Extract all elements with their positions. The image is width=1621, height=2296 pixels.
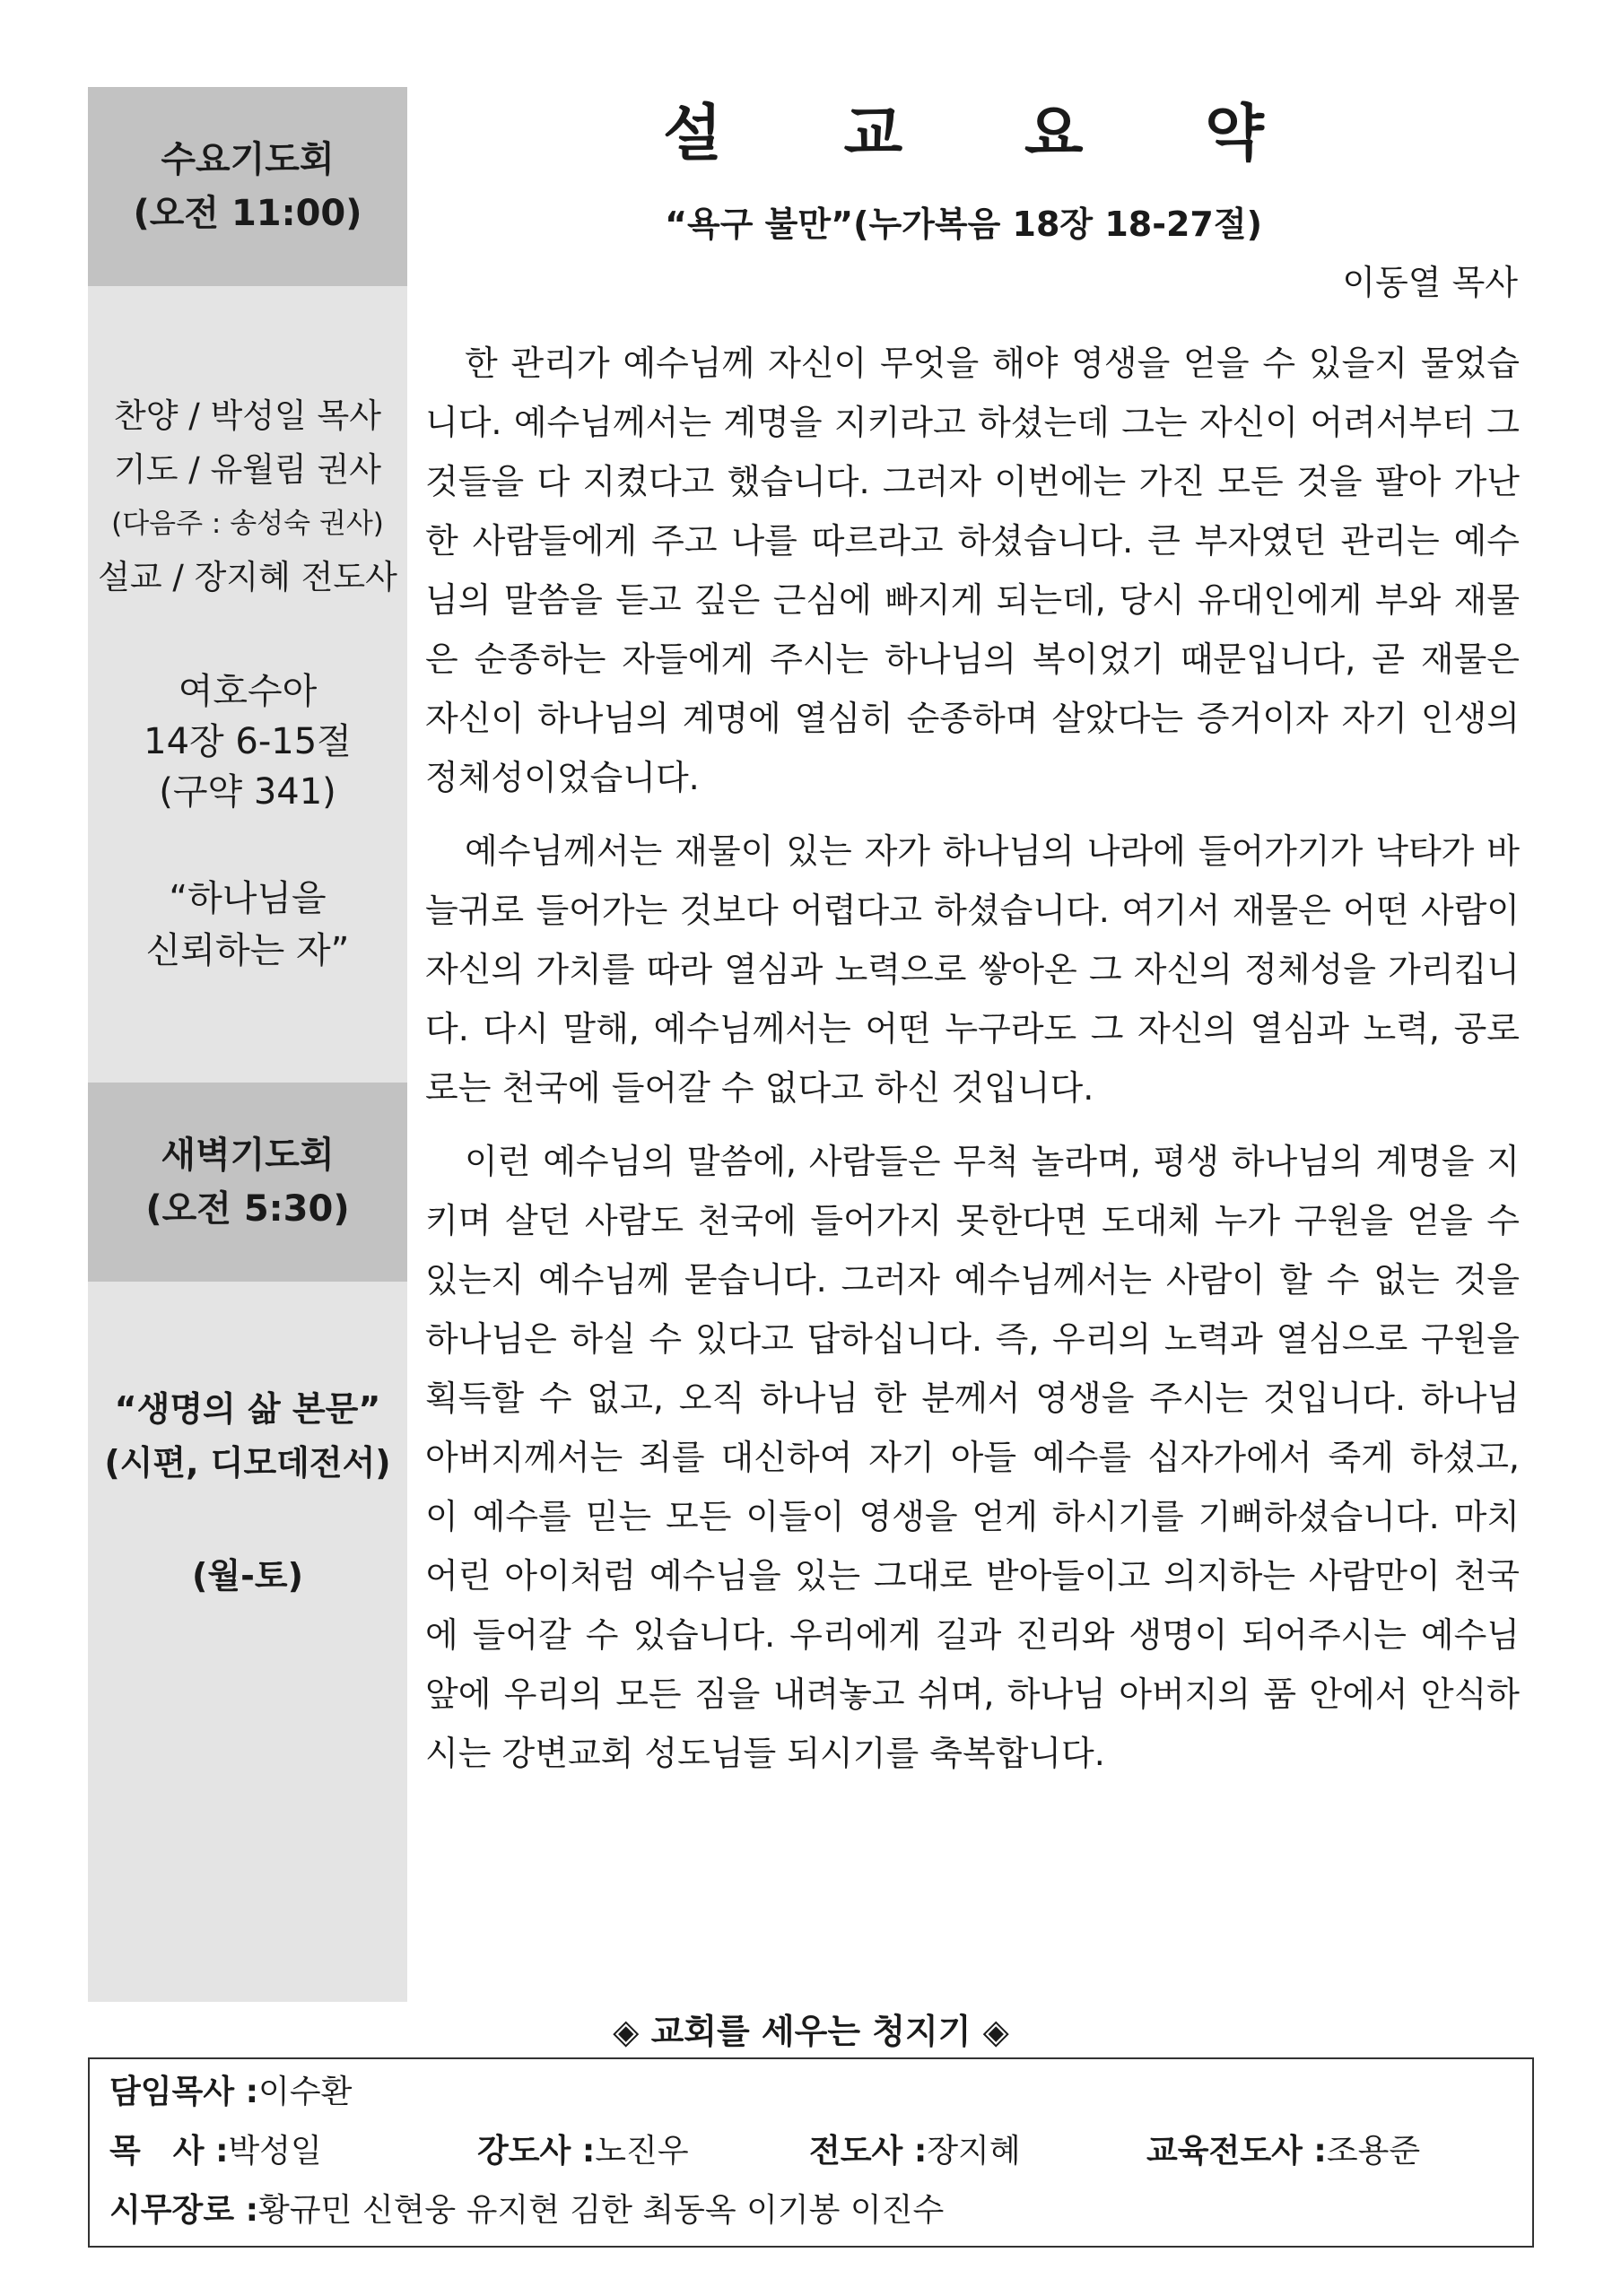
scripture-page: (구약 341) bbox=[159, 771, 336, 813]
scripture-verses: 14장 6-15절 bbox=[144, 721, 352, 762]
edu-evangelist-cell bbox=[1146, 2124, 1420, 2179]
sermon-paragraph: 이런 예수님의 말씀에, 사람들은 무척 놀라며, 평생 하나님의 계명을 지키며 살던 사람도 천국에 들어가지 못한다면 도대체 누가 구원을 얻을 수 있는지 예수님께 묻습니다. 그러자 예수님께서는 사람이 할 수 없는 것을 하나님은 하실 수 있다고 답하십니다. 즉, 우리의 노력과 열심으로 구원을 획득할 수 없고, 오직 하나님 한 분께서 영생을 주시는 것입니다. 하나님 아버지께서는 죄를 대신하여 자기 아들 예수를 십자가에서 죽게 하셨고, 이 예수를 믿는 모든 이들이 영생을 얻게 하시기를 기뻐하셨습니다. 마치 어린 아이처럼 예수님을 있는 그대로 받아들이고 의지하는 사람만이 천국에 들어갈 수 있습니다. 우리에게 길과 진리와 생명이 되어주시는 예수님 앞에 우리의 모든 짐을 내려놓고 쉬며, 하나님 아버지의 품 안에서 안식하시는 강변교회 성도님들 되시기를 축복합니다. bbox=[425, 1142, 1520, 1773]
staff-row-elders bbox=[109, 2183, 944, 2239]
lecturer-cell bbox=[477, 2124, 689, 2179]
service-roles bbox=[88, 389, 407, 604]
role-next-prayer: (다음주 : 송성숙 권사) bbox=[111, 508, 384, 540]
evangelist-cell bbox=[809, 2124, 1021, 2179]
scripture-book: 여호수아 bbox=[178, 671, 318, 712]
elders-label: 시무장로 : bbox=[109, 2192, 259, 2229]
life-text-line-1: “생명의 삶 본문” bbox=[114, 1389, 381, 1429]
lecturer-label: 강도사 : bbox=[477, 2133, 596, 2170]
role-praise: 찬양 / 박성일 목사 bbox=[114, 396, 381, 435]
lecturer-name: 노진우 bbox=[595, 2133, 689, 2170]
sermon-paragraph: 예수님께서는 재물이 있는 자가 하나님의 나라에 들어가기가 낙타가 바늘귀로 들어가는 것보다 어렵다고 하셨습니다. 여기서 재물은 어떤 사람이 자신의 가치를 따라 열심과 노력으로 쌓아온 그 자신의 정체성을 가리킵니다. 다시 말해, 예수님께서는 어떤 누구라도 그 자신의 열심과 노력, 공로로는 천국에 들어갈 수 없다고 하신 것입니다. bbox=[425, 831, 1520, 1108]
senior-pastor-name: 이수환 bbox=[258, 2074, 353, 2110]
staff-heading: ◈ 교회를 세우는 청지기 ◈ bbox=[613, 2012, 1009, 2051]
sermon-paragraph: 한 관리가 예수님께 자신이 무엇을 해야 영생을 얻을 수 있을지 물었습니다. 예수님께서는 계명을 지키라고 하셨는데 그는 자신이 어려서부터 그것들을 다 지켰다고 했습니다. 그러자 이번에는 가진 모든 것을 팔아 가난한 사람들에게 주고 나를 따르라고 하셨습니다. 큰 부자였던 관리는 예수님의 말씀을 듣고 깊은 근심에 빠지게 되는데, 당시 유대인에게 부와 재물은 순종하는 자들에게 주시는 하나님의 복이었기 때문입니다, 곧 재물은 자신이 하나님의 계명에 열심히 순종하며 살았다는 증거이자 자기 인생의 정체성이었습니다. bbox=[425, 344, 1520, 797]
edu-evangelist-name: 조용준 bbox=[1326, 2133, 1421, 2170]
theme-line-2: 신뢰하는 자” bbox=[145, 930, 350, 971]
sermon-body bbox=[425, 334, 1520, 1797]
sidebar bbox=[88, 87, 407, 2002]
sermon-subtitle: “욕구 불만”(누가복음 18장 18-27절) bbox=[665, 204, 1262, 244]
senior-pastor-label: 담임목사 : bbox=[109, 2074, 259, 2110]
sermon-summary-title: 설 교 요 약 bbox=[663, 99, 1314, 170]
life-text-info bbox=[88, 1382, 407, 1490]
dawn-service-time: (오전 5:30) bbox=[145, 1188, 350, 1230]
staff-box bbox=[88, 2057, 1534, 2248]
dawn-days bbox=[88, 1549, 407, 1603]
dawn-days-label: (월-토) bbox=[192, 1556, 303, 1596]
dawn-service-title: 새벽기도회 bbox=[161, 1135, 335, 1176]
wednesday-service-header bbox=[88, 87, 407, 286]
staff-row-senior-pastor bbox=[109, 2065, 352, 2120]
dawn-service-header bbox=[88, 1083, 407, 1282]
wednesday-theme bbox=[88, 873, 407, 977]
sermon-preacher: 이동열 목사 bbox=[1342, 263, 1518, 302]
pastor-label: 목 사 : bbox=[109, 2133, 229, 2170]
role-sermon: 설교 / 장지혜 전도사 bbox=[98, 558, 397, 596]
wednesday-service-time: (오전 11:00) bbox=[133, 193, 362, 234]
staff-row-ministers bbox=[90, 2124, 1532, 2179]
pastor-cell bbox=[109, 2124, 322, 2179]
evangelist-name: 장지혜 bbox=[927, 2133, 1021, 2170]
wednesday-scripture bbox=[88, 666, 407, 817]
wednesday-service-title: 수요기도회 bbox=[161, 139, 335, 180]
role-prayer: 기도 / 유월림 권사 bbox=[114, 450, 381, 489]
evangelist-label: 전도사 : bbox=[809, 2133, 928, 2170]
pastor-name: 박성일 bbox=[228, 2133, 322, 2170]
edu-evangelist-label: 교육전도사 : bbox=[1146, 2133, 1327, 2170]
theme-line-1: “하나님을 bbox=[169, 878, 327, 919]
life-text-line-2: (시편, 디모데전서) bbox=[104, 1443, 391, 1483]
elders-names: 황규민 신현웅 유지현 김한 최동옥 이기봉 이진수 bbox=[258, 2192, 945, 2229]
